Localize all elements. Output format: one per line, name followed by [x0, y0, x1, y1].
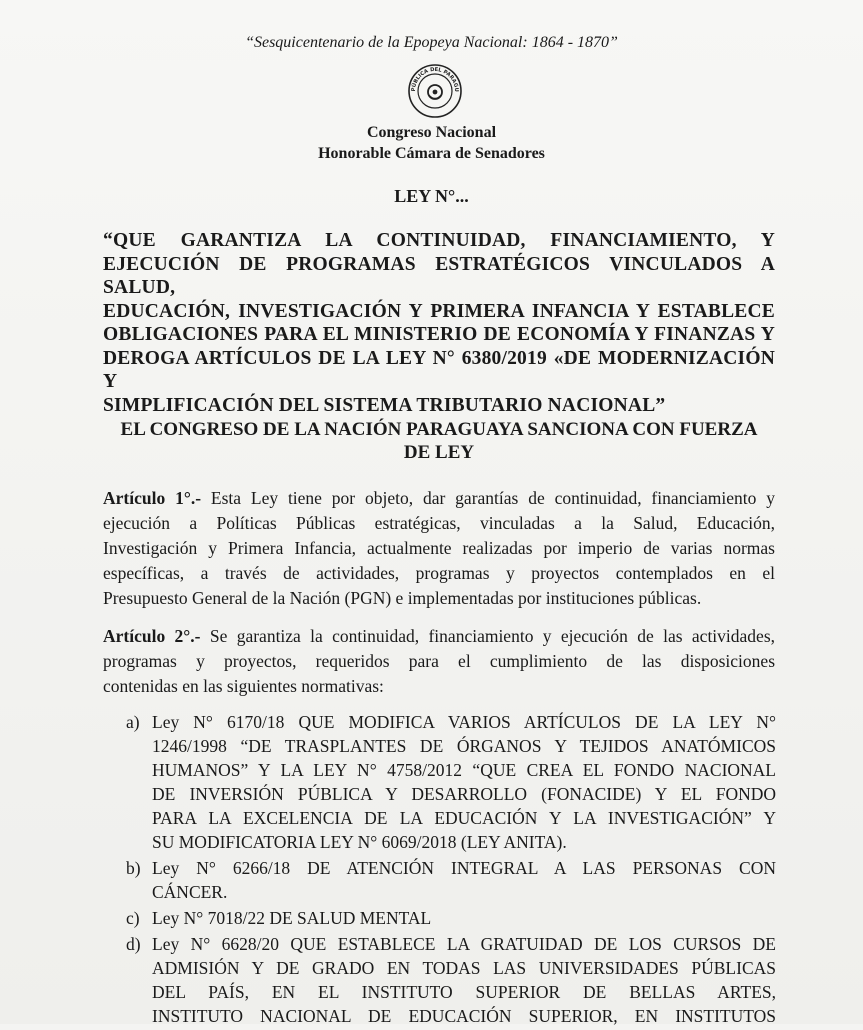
sanction-line: EL CONGRESO DE LA NACIÓN PARAGUAYA SANCIONA CON FUERZA — [120, 419, 758, 440]
list-item-line: Ley N° 7018/22 DE SALUD MENTAL — [152, 908, 432, 928]
article-line: Se garantiza la continuidad, financiamiento y ejecución de las actividades, — [200, 626, 775, 646]
list-item-line: DE INVERSIÓN PÚBLICA Y DESARROLLO (FONACIDE) Y EL FONDO — [152, 784, 776, 804]
title-line: DEROGA ARTÍCULOS DE LA LEY N° 6380/2019 «DE MODERNIZACIÓN Y — [103, 347, 775, 392]
institution-heading — [0, 122, 863, 164]
list-item — [126, 906, 776, 930]
list-item-line: CÁNCER. — [152, 882, 228, 902]
list-item-line: INSTITUTO NACIONAL DE EDUCACIÓN SUPERIOR, EN INSTITUTOS — [152, 1006, 776, 1026]
list-item — [126, 932, 776, 1028]
list-item — [126, 856, 776, 904]
list-marker: c) — [126, 908, 140, 928]
list-item-line: HUMANOS” Y LA LEY N° 4758/2012 “QUE CREA EL FONDO NACIONAL — [152, 760, 776, 780]
article-1-label: Artículo 1°.- — [103, 488, 202, 508]
list-item-line: Ley N° 6266/18 DE ATENCIÓN INTEGRAL A LAS PERSONAS CON — [152, 858, 776, 878]
article-line: Presupuesto General de la Nación (PGN) e implementadas por instituciones públicas. — [103, 588, 702, 608]
law-number: LEY N°... — [394, 186, 469, 206]
list-item-line: SU MODIFICATORIA LEY N° 6069/2018 (LEY ANITA). — [152, 832, 567, 852]
list-marker: b) — [126, 858, 141, 878]
motto: “Sesquicentenario de la Epopeya Nacional: 1864 - 1870” — [245, 34, 618, 51]
article-line: programas y proyectos, requeridos para el cumplimiento de las disposiciones — [103, 651, 775, 671]
list-item-line: PARA LA EXCELENCIA DE LA EDUCACIÓN Y LA INVESTIGACIÓN” Y — [152, 808, 776, 828]
article-1 — [103, 486, 775, 611]
title-line: EDUCACIÓN, INVESTIGACIÓN Y PRIMERA INFANCIA Y ESTABLECE — [103, 300, 775, 322]
article-line: específicas, a través de actividades, programas y proyectos contemplados en el — [103, 563, 775, 583]
svg-text:REPÚBLICA DEL PARAGUAY: PÚBLICA DEL PARAGU — [410, 66, 460, 92]
list-item-line: DEL PAÍS, EN EL INSTITUTO SUPERIOR DE BELLAS ARTES, — [152, 982, 776, 1002]
list-item-line: 1246/1998 “DE TRASPLANTES DE ÓRGANOS Y TEJIDOS ANATÓMICOS — [152, 736, 776, 756]
article-2 — [103, 624, 775, 699]
sanction-formula — [103, 418, 775, 464]
article-2-label: Artículo 2°.- — [103, 626, 201, 646]
list-item-line: Ley N° 6628/20 QUE ESTABLECE LA GRATUIDAD DE LOS CURSOS DE — [152, 934, 776, 954]
list-item-line: Ley N° 6170/18 QUE MODIFICA VARIOS ARTÍCULOS DE LA LEY N° — [152, 712, 776, 732]
institution-line-1: Congreso Nacional — [366, 124, 497, 141]
law-title — [103, 229, 775, 417]
list-item-line: ADMISIÓN Y DE GRADO EN TODAS LAS UNIVERSIDADES PÚBLICAS — [152, 958, 776, 978]
article-line: Esta Ley tiene por objeto, dar garantías de continuidad, financiamiento y — [201, 488, 775, 508]
article-line: ejecución a Políticas Públicas estratégicas, vinculadas a la Salud, Educación, — [103, 513, 775, 533]
list-marker: d) — [126, 934, 141, 954]
title-line: OBLIGACIONES PARA EL MINISTERIO DE ECONOMÍA Y FINANZAS Y — [103, 324, 775, 345]
title-line: SIMPLIFICACIÓN DEL SISTEMA TRIBUTARIO NACIONAL” — [103, 394, 666, 416]
sanction-line: DE LEY — [403, 442, 475, 463]
institution-line-2: Honorable Cámara de Senadores — [318, 145, 545, 162]
list-marker: a) — [126, 712, 140, 732]
norms-list — [126, 710, 776, 1030]
article-line: Investigación y Primera Infancia, actualmente realizadas por imperio de varias normas — [103, 538, 775, 558]
article-line: contenidas en las siguientes normativas: — [103, 676, 384, 696]
list-item — [126, 710, 776, 854]
title-line: EJECUCIÓN DE PROGRAMAS ESTRATÉGICOS VINCULADOS A SALUD, — [103, 253, 775, 298]
title-line: “QUE GARANTIZA LA CONTINUIDAD, FINANCIAMIENTO, Y — [103, 230, 775, 251]
national-seal-icon — [407, 63, 463, 119]
